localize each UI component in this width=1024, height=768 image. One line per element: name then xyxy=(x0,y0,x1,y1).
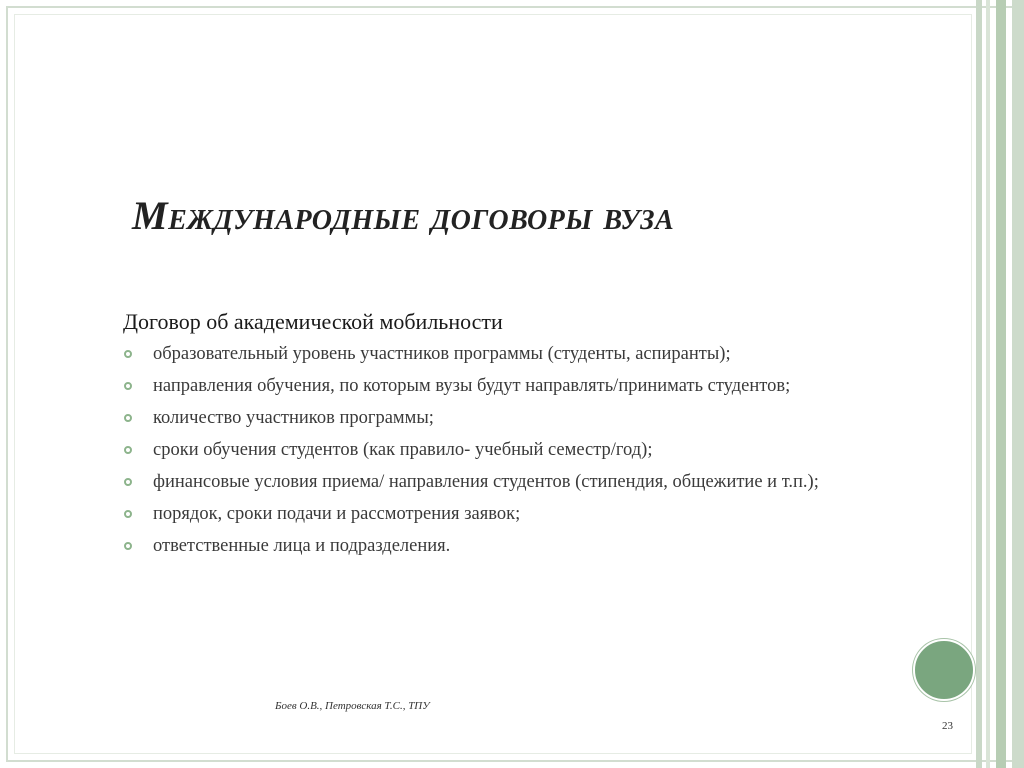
bullet-item xyxy=(124,503,904,525)
circle-bullet-icon xyxy=(124,446,132,454)
bullet-text: направления обучения, по которым вузы будут направлять/принимать студентов; xyxy=(153,376,791,396)
page-number: 23 xyxy=(942,720,953,732)
circle-bullet-icon xyxy=(124,350,132,358)
decorative-stripe xyxy=(986,0,990,768)
decorative-stripe xyxy=(976,0,982,768)
footer-authors: Боев О.В., Петровская Т.С., ТПУ xyxy=(275,700,430,712)
circle-bullet-icon xyxy=(124,414,132,422)
circle-bullet-icon xyxy=(124,542,132,550)
slide-title: Международные договоры вуза xyxy=(132,193,675,238)
bullet-item xyxy=(124,375,904,397)
circle-bullet-icon xyxy=(124,478,132,486)
bullet-text: образовательный уровень участников программы (студенты, аспиранты); xyxy=(153,344,731,364)
circle-bullet-icon xyxy=(124,382,132,390)
decorative-stripe xyxy=(996,0,1006,768)
section-heading: Договор об академической мобильности xyxy=(123,309,503,334)
decorative-stripe xyxy=(1012,0,1024,768)
bullet-item xyxy=(124,407,904,429)
bullet-text: порядок, сроки подачи и рассмотрения заявок; xyxy=(153,504,521,524)
bullet-list xyxy=(124,343,904,567)
bullet-item xyxy=(124,439,904,461)
bullet-item xyxy=(124,471,904,493)
bullet-text: количество участников программы; xyxy=(153,408,434,428)
bullet-item xyxy=(124,535,904,557)
bullet-text: финансовые условия приема/ направления студентов (стипендия, общежитие и т.п.); xyxy=(153,472,819,492)
bullet-text: ответственные лица и подразделения. xyxy=(153,536,451,556)
bullet-item xyxy=(124,343,904,365)
circle-bullet-icon xyxy=(124,510,132,518)
decorative-circle xyxy=(913,639,975,701)
bullet-text: сроки обучения студентов (как правило- учебный семестр/год); xyxy=(153,440,653,460)
